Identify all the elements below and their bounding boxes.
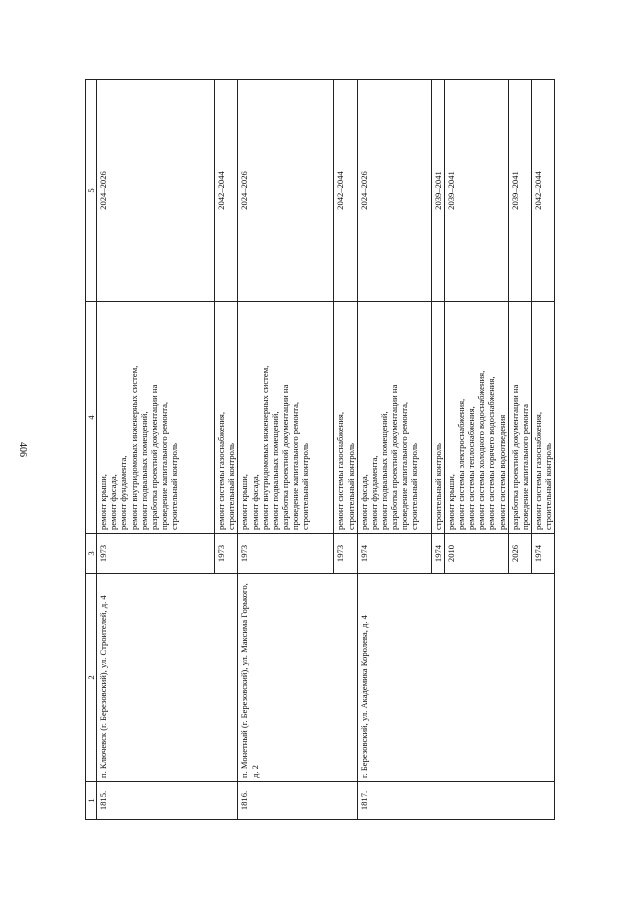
work-item: проведение капитального ремонта: [519, 404, 530, 530]
work-item: ремонт крыши,: [445, 474, 456, 530]
repair-period: 2024–2026: [357, 80, 431, 302]
work-item: строительный контроль: [409, 443, 420, 530]
entry-number: 1816.: [238, 782, 357, 820]
work-item: ремонт фундамента,: [118, 455, 129, 530]
works-list: [238, 302, 334, 534]
work-item: разработка проектной документации на: [279, 384, 290, 530]
commission-year: 1973: [97, 534, 215, 574]
works-list: [531, 302, 554, 534]
commission-year: 1974: [531, 534, 554, 574]
work-item: разработка проектной документации на: [148, 384, 159, 530]
work-item: проведение капитального ремонта,: [158, 401, 169, 530]
work-item: ремонт подвальных помещений,: [269, 411, 280, 530]
table-row: [357, 80, 431, 820]
header-row: [86, 80, 97, 820]
work-item: ремонт внутридомовых инженерных систем,: [128, 365, 139, 530]
page-number: 406: [17, 442, 28, 457]
rotated-table-container: [85, 80, 554, 820]
entry-address: п. Ключевск (г. Березовский), ул. Строителей, д. 4: [97, 574, 238, 782]
work-item: ремонт системы теплоснабжения,: [466, 406, 477, 530]
work-item: ремонт системы горячего водоснабжения,: [486, 376, 497, 530]
commission-year: 2010: [444, 534, 508, 574]
work-item: ремонт внутридомовых инженерных систем,: [259, 365, 270, 530]
table-body: [97, 80, 555, 820]
repair-period: 2039–2041: [444, 80, 508, 302]
work-item: строительный контроль: [226, 443, 237, 530]
work-item: ремонт фундамента,: [368, 455, 379, 530]
work-item: ремонт фасада,: [108, 474, 119, 530]
work-item: проведение капитального ремонта,: [290, 401, 301, 530]
work-item: ремонт системы газоснабжения,: [216, 411, 227, 530]
repair-period: 2042–2044: [531, 80, 554, 302]
repair-period: 2024–2026: [97, 80, 215, 302]
works-list: [334, 302, 357, 534]
commission-year: 1973: [238, 534, 334, 574]
repair-period: 2039–2041: [431, 80, 444, 302]
work-item: ремонт подвальных помещений,: [378, 411, 389, 530]
works-list: [431, 302, 444, 534]
header-col-1: 1: [86, 782, 97, 820]
work-item: строительный контроль: [543, 443, 554, 530]
entry-number: 1817.: [357, 782, 555, 820]
repair-period: 2042–2044: [215, 80, 238, 302]
table-row: [97, 80, 215, 820]
repair-period: 2042–2044: [334, 80, 357, 302]
commission-year: 1973: [334, 534, 357, 574]
repair-period: 2039–2041: [508, 80, 531, 302]
work-item: строительный контроль: [169, 443, 180, 530]
works-list: [508, 302, 531, 534]
work-item: строительный контроль: [432, 443, 443, 530]
commission-year: 1974: [357, 534, 431, 574]
works-list: [444, 302, 508, 534]
commission-year: 1973: [215, 534, 238, 574]
entry-number: 1815.: [97, 782, 238, 820]
work-item: ремонт системы газоснабжения,: [335, 411, 346, 530]
commission-year: 1974: [431, 534, 444, 574]
work-item: строительный контроль: [345, 443, 356, 530]
work-item: проведение капитального ремонта,: [399, 401, 410, 530]
work-item: ремонт подвальных помещений,: [138, 411, 149, 530]
repair-schedule-table: [85, 79, 555, 820]
entry-address: г. Березовский, ул. Академика Королева, д. 4: [357, 574, 555, 782]
works-list: [357, 302, 431, 534]
work-item: ремонт системы газоснабжения,: [532, 411, 543, 530]
work-item: ремонт фасада,: [249, 474, 260, 530]
work-item: разработка проектной документации на: [509, 384, 520, 530]
header-col-5: 5: [86, 80, 97, 302]
table-row: [238, 80, 334, 820]
works-list: [215, 302, 238, 534]
header-col-3: 3: [86, 534, 97, 574]
work-item: ремонт крыши,: [98, 474, 109, 530]
work-item: ремонт фасада,: [358, 474, 369, 530]
work-item: ремонт крыши,: [239, 474, 250, 530]
entry-address: п. Монетный (г. Березовский), ул. Максима Горького, д. 2: [238, 574, 357, 782]
header-col-4: 4: [86, 302, 97, 534]
work-item: ремонт системы холодного водоснабжения,: [476, 370, 487, 530]
work-item: ремонт системы водоотведения: [496, 414, 507, 530]
work-item: разработка проектной документации на: [389, 384, 400, 530]
work-item: строительный контроль: [300, 443, 311, 530]
works-list: [97, 302, 215, 534]
work-item: ремонт системы электроснабжения,: [455, 398, 466, 530]
repair-period: 2024–2026: [238, 80, 334, 302]
header-col-2: 2: [86, 574, 97, 782]
commission-year: 2026: [508, 534, 531, 574]
